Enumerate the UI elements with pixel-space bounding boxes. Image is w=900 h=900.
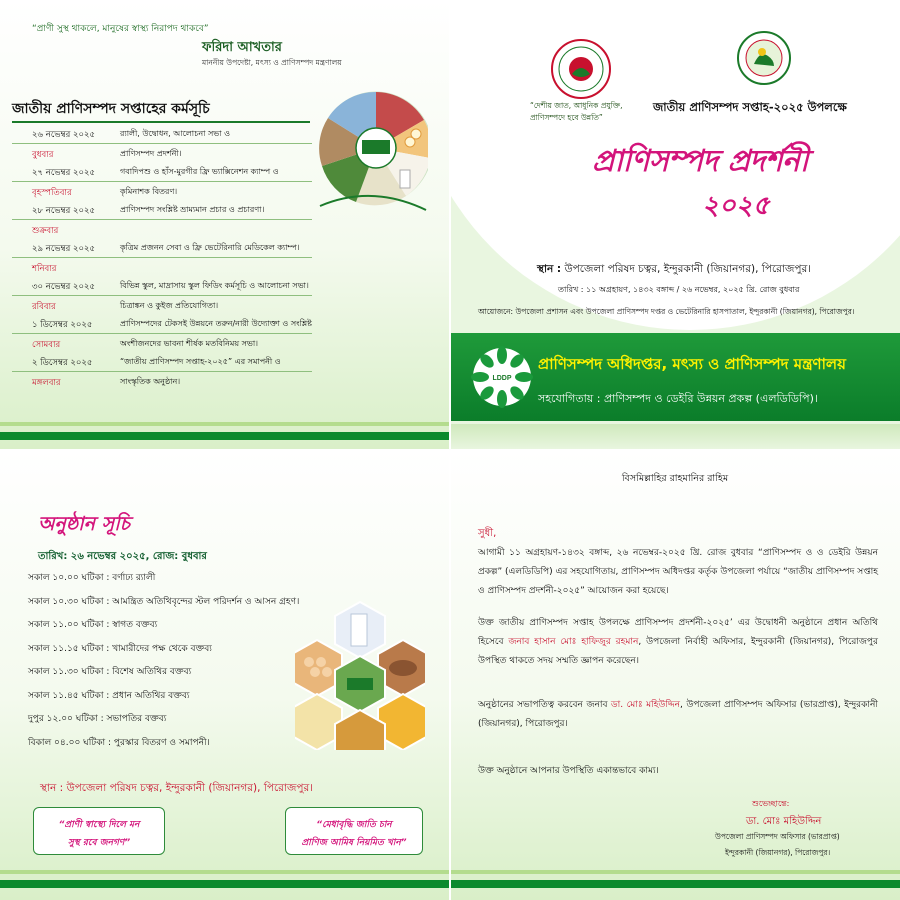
row-divider	[12, 371, 312, 372]
program-date: তারিখ: ২৬ নভেম্বর ২০২৫, রোজ: বুধবার	[38, 551, 207, 562]
schedule-row	[12, 204, 312, 242]
row-divider	[12, 295, 312, 296]
invitation-paragraph: আগামী ১১ অগ্রহায়ণ-১৪৩২ বঙ্গাব্দ, ২৬ নভেম্বর-২০২৫ খ্রি. রোজ বুধবার “প্রাণিসম্পদ ও ও ডেইরি উন্নয়ন প্রকল্প” (এলডিডিপি) এর সহযোগিতায়, প্রাণিসম্পদ অধিদপ্তর কর্তৃক উপজেলা পর্যায়ে “জাতীয় প্রাণিসম্পদ সপ্তাহ ও প্রাণিসম্পদ প্রদর্শনী-২০২৫” আয়োজন করা হয়েছে।	[478, 548, 878, 596]
cover-panel	[450, 0, 900, 450]
livestock-department-logo-icon	[736, 30, 792, 86]
schedule-title: জাতীয় প্রাণিসম্পদ সপ্তাহের কর্মসূচি	[12, 101, 210, 117]
organizer-line: আয়োজনে: উপজেলা প্রশাসন এবং উপজেলা প্রাণিসম্পদ দপ্তর ও ভেটেরিনারি হাসপাতাল, ইন্দুরকানী (জিয়ানগর), পিরোজপুর।	[478, 307, 855, 316]
department-title: প্রাণিসম্পদ অধিদপ্তর, মৎস্য ও প্রাণিসম্পদ মন্ত্রণালয়	[538, 355, 846, 373]
panel-divider	[0, 449, 900, 453]
program-item: সকাল ১০.৩০ ঘটিকা : আমন্ত্রিত অতিথিবৃন্দের স্টল পরিদর্শন ও আসন গ্রহণ।	[28, 596, 300, 607]
schedule-row	[12, 128, 312, 166]
paragraph-text: অনুষ্ঠানের সভাপতিত্ব করবেন জনাব	[478, 700, 611, 710]
exhibition-title: প্রাণিসম্পদ প্রদর্শনী	[592, 144, 808, 179]
schedule-day: রবিবার	[32, 302, 56, 312]
footer-stripe-dark	[450, 880, 900, 888]
program-item: সকাল ১১.৪৫ ঘটিকা : প্রধান অতিথির বক্তব্য	[28, 690, 190, 701]
slogan-box	[33, 807, 165, 855]
venue-label: স্থান :	[537, 263, 562, 275]
footer-stripe-light	[450, 870, 900, 874]
row-divider	[12, 143, 312, 144]
signature-greeting: শুভেচ্ছান্তে:	[752, 799, 790, 808]
schedule-date: ২৯ নভেম্বর ২০২৫	[32, 244, 96, 254]
schedule-date: ২৮ নভেম্বর ২০২৫	[32, 206, 96, 216]
adviser-name: ফরিদা আখতার	[202, 40, 282, 55]
program-item: সকাল ১১.১৫ ঘটিকা : খামারীদের পক্ষ থেকে বক্তব্য	[28, 643, 212, 654]
health-quote: “প্রাণী সুস্থ থাকলে, মানুষের স্বাস্থ্য নিরাপদ থাকবে”	[32, 24, 209, 34]
schedule-panel	[0, 0, 450, 450]
row-divider	[12, 333, 312, 334]
slogan-line: “দেশীয় জাত, আধুনিক প্রযুক্তি,	[530, 101, 623, 110]
schedule-day: সোমবার	[32, 340, 61, 350]
signature-title: উপজেলা প্রাণিসম্পদ অফিসার (ভারপ্রাপ্ত)	[715, 832, 840, 841]
schedule-desc: র‍্যালী, উদ্বোধন, আলোচনা সভা ও	[120, 129, 231, 138]
schedule-desc: প্রাণিসম্পদের টেকসই উন্নয়নে তরুন/নারী উদ্যোক্তা ও সংশ্লিষ্ট	[120, 319, 312, 328]
schedule-date: ১ ডিসেম্বর ২০২৫	[32, 320, 93, 330]
row-divider	[12, 181, 312, 182]
chair-name: ডা. মোঃ মহিউদ্দিন	[610, 700, 681, 710]
livestock-collage-image	[316, 88, 428, 216]
slogan-line: “মেধাবৃদ্ধি জাতি চান	[316, 820, 392, 830]
invitation-panel	[450, 450, 900, 900]
program-panel	[0, 450, 450, 900]
occasion-heading: জাতীয় প্রাণিসম্পদ সপ্তাহ-২০২৫ উপলক্ষে	[653, 100, 847, 114]
slogan-line: সুস্থ রবে জনগণ”	[67, 838, 131, 848]
program-venue: স্থান : উপজেলা পরিষদ চত্বর, ইন্দুরকানী (জিয়ানগর), পিরোজপুর।	[40, 782, 314, 794]
schedule-date: ২৭ নভেম্বর ২০২৫	[32, 168, 96, 178]
schedule-row	[12, 318, 312, 356]
footer-stripe-dark	[0, 432, 450, 440]
food-hexagon-images	[295, 600, 425, 750]
schedule-day: মঙ্গলবার	[32, 378, 61, 388]
exhibition-year: ২০২৫	[702, 191, 770, 221]
paragraph-text: উক্ত জাতীয় প্রাণিসম্পদ সপ্তাহ উপলক্ষে প্রাণিসম্পদ প্রদর্শনী-২০২৫’ এর উদ্বোধনী অনুষ্ঠানে প্রধান অতিথি হিসেবে	[478, 618, 878, 647]
venue-text: উপজেলা পরিষদ চত্বর, ইন্দুরকানী (জিয়ানগর), পিরোজপুর।	[564, 263, 812, 275]
footer-stripe-light	[0, 870, 450, 874]
schedule-desc: “জাতীয় প্রাণিসম্পদ সপ্তাহ-২০২৫” এর সমাপনী ও	[120, 357, 281, 366]
schedule-day: বুধবার	[32, 150, 54, 160]
schedule-row	[12, 242, 312, 280]
invitation-paragraph	[478, 614, 878, 671]
row-divider	[12, 219, 312, 220]
slogan-line: প্রাণিজ আমিষ নিয়মিত খান”	[301, 838, 407, 848]
paragraph-text: , উপজেলা প্রাণিসম্পদ অফিসার (ভারপ্রাপ্ত), ইন্দুরকানী (জিয়ানগর), পিরোজপুর।	[478, 700, 878, 729]
signature-name: ডা. মোঃ মহিউদ্দিন	[746, 816, 822, 827]
slogan-line: প্রাণিসম্পদে হবে উন্নতি”	[530, 113, 603, 122]
row-divider	[12, 257, 312, 258]
chief-guest-name: জনাব হাসান মোঃ হাফিজুর রহমান	[508, 637, 639, 647]
schedule-day: বৃহস্পতিবার	[32, 188, 72, 198]
government-seal-icon	[550, 38, 612, 100]
slogan-box	[285, 807, 423, 855]
schedule-desc: বিভিন্ন স্কুল, মাদ্রাসায় স্কুল ফিডিং কর্মসূচি ও আলোচনা সভা।	[120, 281, 309, 290]
schedule-desc: প্রাণিসম্পদ প্রদর্শনী।	[120, 149, 182, 158]
program-item: বিকাল ০৪.০০ ঘটিকা : পুরস্কার বিতরণ ও সমাপনী।	[28, 737, 210, 748]
schedule-desc: সাংস্কৃতিক অনুষ্ঠান।	[120, 377, 181, 386]
schedule-date: ২৬ নভেম্বর ২০২৫	[32, 130, 96, 140]
invitation-paragraph	[478, 696, 878, 734]
lddp-logo-icon	[470, 339, 534, 415]
signature-title: ইন্দুরকানী (জিয়ানগর), পিরোজপুর।	[725, 848, 831, 857]
bottom-gradient-bar	[450, 424, 900, 450]
department-banner	[450, 333, 900, 421]
schedule-desc: গবাদিপশু ও হাঁস-মুরগীর ফ্রি ভ্যাক্সিনেশন ক্যাম্প ও	[120, 167, 279, 176]
bismillah-heading: বিসমিল্লাহির রাহমানির রাহিম	[621, 473, 729, 484]
footer-stripe-light	[0, 422, 450, 426]
schedule-desc: কৃমিনাশক বিতরণ।	[120, 187, 178, 196]
program-item: সকাল ১০.০০ ঘটিকা : বর্ণাঢ্য র‍্যালী	[28, 573, 156, 583]
program-title: অনুষ্ঠান সূচি	[38, 513, 130, 535]
schedule-day: শনিবার	[32, 264, 57, 274]
salutation: সুধী,	[478, 528, 497, 539]
schedule-desc: প্রাণিসম্পদ সংশ্লিষ্ট ভ্রাম্যমান প্রচার ও প্রচারণা।	[120, 205, 265, 214]
schedule-title-underline	[12, 121, 310, 123]
footer-stripe-dark	[0, 880, 450, 888]
program-item: দুপুর ১২.০০ ঘটিকা : সভাপতির বক্তব্য	[28, 714, 167, 724]
paragraph-text: , উপজেলা নির্বাহী অফিসার, ইন্দুরকানী (জিয়ানগর), পিরোজপুর উপস্থিত থাকতে সদয় সম্মতি জ্ঞাপন করেছেন।	[478, 637, 878, 666]
schedule-date: ৩০ নভেম্বর ২০২৫	[32, 282, 96, 292]
schedule-date: ২ ডিসেম্বর ২০২৫	[32, 358, 93, 368]
invitation-paragraph: উক্ত অনুষ্ঠানে আপনার উপস্থিতি একান্তভাবে কাম্য।	[478, 766, 659, 776]
program-item: সকাল ১১.০০ ঘটিকা : স্বাগত বক্তব্য	[28, 620, 158, 630]
cooperation-line: সহযোগিতায় : প্রাণিসম্পদ ও ডেইরি উন্নয়ন প্রকল্প (এলডিডিপি)।	[538, 392, 818, 405]
venue-line	[537, 262, 811, 279]
event-date: তারিখ : ১১ অগ্রহায়ণ, ১৪৩২ বঙ্গাব্দ / ২৬ নভেম্বর, ২০২৫ খ্রি. রোজ বুধবার	[558, 285, 800, 294]
schedule-desc: অংশীজনদের ভাবনা শীর্ষক মতবিনিময় সভা।	[120, 339, 259, 348]
schedule-row	[12, 166, 312, 204]
schedule-day: শুক্রবার	[32, 226, 59, 236]
schedule-list	[12, 128, 312, 394]
adviser-title: মাননীয় উপদেষ্টা, মৎস্য ও প্রাণিসম্পদ মন্ত্রণালয়	[202, 58, 342, 67]
schedule-desc: কৃত্রিম প্রজনন সেবা ও ফ্রি ভেটেরিনারি মেডিকেল ক্যাম্প।	[120, 243, 300, 252]
program-item: সকাল ১১.৩০ ঘটিকা : বিশেষ অতিথির বক্তব্য	[28, 667, 192, 677]
slogan-line: “প্রাণী স্বাস্থ্যে দিলে মন	[58, 820, 140, 830]
schedule-desc: চিত্রাঙ্কন ও কুইজ প্রতিযোগিতা।	[120, 301, 219, 310]
schedule-row	[12, 280, 312, 318]
schedule-row	[12, 356, 312, 394]
lddp-logo-text: LDDP	[492, 375, 512, 382]
